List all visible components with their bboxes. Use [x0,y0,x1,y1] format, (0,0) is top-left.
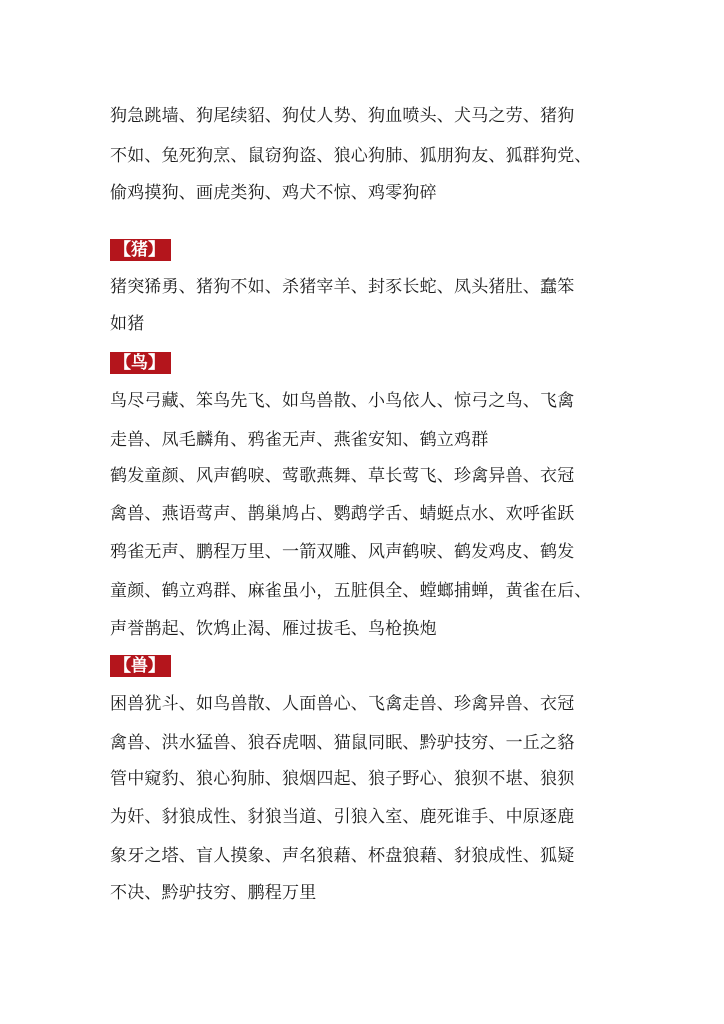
text-line: 声誉鹊起、饮鸩止渴、雁过拔毛、鸟枪换炮 [110,619,437,639]
text-line: 禽兽、洪水猛兽、狼吞虎咽、猫鼠同眠、黔驴技穷、一丘之貉 [110,733,575,753]
text-line: 管中窥豹、狼心狗肺、狼烟四起、狼子野心、狼狈不堪、狼狈 [110,769,575,789]
text-line: 象牙之塔、盲人摸象、声名狼藉、杯盘狼藉、豺狼成性、狐疑 [110,846,575,866]
text-line: 童颜、鹤立鸡群、麻雀虽小，五脏俱全、螳螂捕蝉，黄雀在后、 [110,581,592,601]
text-line: 不决、黔驴技穷、鹏程万里 [110,883,317,903]
section-heading-pig: 【猪】 [110,239,171,261]
text-line: 为奸、豺狼成性、豺狼当道、引狼入室、鹿死谁手、中原逐鹿 [110,807,575,827]
text-line: 鸦雀无声、鹏程万里、一箭双雕、风声鹤唳、鹤发鸡皮、鹤发 [110,542,575,562]
section-heading-beast: 【兽】 [110,655,171,677]
text-line: 鹤发童颜、风声鹤唳、莺歌燕舞、草长莺飞、珍禽异兽、衣冠 [110,466,575,486]
section-heading-bird: 【鸟】 [110,352,171,374]
text-line: 猪突狶勇、猪狗不如、杀猪宰羊、封豕长蛇、凤头猪肚、蠢笨 [110,277,575,297]
text-line: 走兽、凤毛麟角、鸦雀无声、燕雀安知、鹤立鸡群 [110,430,489,450]
text-line: 如猪 [110,314,145,334]
text-line: 困兽犹斗、如鸟兽散、人面兽心、飞禽走兽、珍禽异兽、衣冠 [110,694,575,714]
text-line: 狗急跳墙、狗尾续貂、狗仗人势、狗血喷头、犬马之劳、猪狗 [110,106,575,126]
text-line: 偷鸡摸狗、画虎类狗、鸡犬不惊、鸡零狗碎 [110,183,437,203]
text-line: 不如、兔死狗烹、鼠窃狗盗、狼心狗肺、狐朋狗友、狐群狗党、 [110,146,592,166]
text-line: 禽兽、燕语莺声、鹊巢鸠占、鹦鹉学舌、蜻蜓点水、欢呼雀跃 [110,504,575,524]
text-line: 鸟尽弓藏、笨鸟先飞、如鸟兽散、小鸟依人、惊弓之鸟、飞禽 [110,391,575,411]
